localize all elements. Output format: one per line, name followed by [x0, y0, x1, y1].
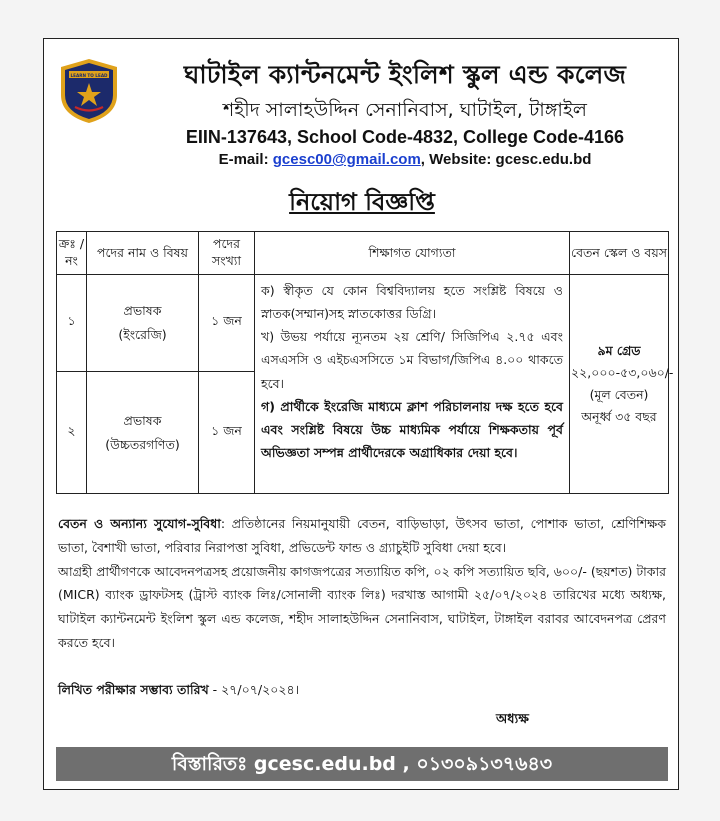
contact-line	[130, 151, 680, 168]
col-header-pay-age: বেতন স্কেল ও বয়স	[570, 232, 669, 275]
table-row	[57, 275, 669, 372]
post-subject: (ইংরেজি)	[118, 327, 167, 342]
exam-date: - ২৭/০৭/২০২৪।	[208, 682, 300, 697]
age-limit: অনূর্ধ্ব ৩৫ বছর	[581, 408, 657, 424]
institution-codes: EIIN-137643, School Code-4832, College Code-4166	[185, 127, 625, 147]
pay-age-cell	[570, 275, 674, 494]
qualification-cell	[255, 275, 570, 494]
website-label: , Website: gcesc.edu.bd	[420, 151, 592, 168]
row-serial: ২	[57, 372, 87, 494]
details-section	[58, 512, 666, 655]
benefits-text: : প্রতিষ্ঠানের নিয়মানুযায়ী বেতন, বাড়িভাড়া, উৎসব ভাতা, পোশাক ভাতা, শ্রেণিশিক্ষক ভাতা, বৈশাখী ভাতা, পরিবার নিরাপত্তা সুবিধা, প্রভিডেন্ট ফান্ড ও গ্র্যাচুইটি সুবিধা দেয়া হবে।	[58, 516, 667, 555]
row-post	[87, 275, 199, 372]
vacancy-table	[56, 231, 674, 494]
notice-title: নিয়োগ বিজ্ঞপ্তি	[289, 188, 435, 216]
qualification-b: খ) উভয় পর্যায়ে ন্যূনতম ২য় শ্রেণি/ সিজিপিএ ২.৭৫ এবং এসএসসি ও এইচএসসিতে ১ম বিভাগ/জিপিএ ৪.০০ থাকতে হবে।	[261, 329, 563, 391]
post-subject: (উচ্চতরগণিত)	[105, 436, 180, 452]
email-link[interactable]: gcesc00@gmail.com	[272, 151, 421, 168]
college-address: শহীদ সালাহউদ্দিন সেনানিবাস, ঘাটাইল, টাঙ্গাইল	[223, 99, 587, 121]
row-serial: ১	[57, 275, 87, 372]
email-label: E-mail:	[218, 151, 273, 168]
pay-grade: ৯ম গ্রেড	[597, 343, 641, 359]
pay-range: ২২,০০০-৫৩,০৬০/-	[571, 365, 674, 381]
application-paragraph: আগ্রহী প্রার্থীগণকে আবেদনপত্রসহ প্রয়োজনীয় কাগজপত্রের সত্যায়িত কপি, ০২ কপি সত্যায়িত ছবি, ৬০০/- (ছয়শত) টাকার (MICR) ব্যাংক ড্রাফটসহ (ট্রাস্ট ব্যাংক লিঃ/সোনালী ব্যাংক লিঃ) দরখাস্ত আগামী ২৫/০৭/২০২৪ তারিখের মধ্যে অধ্যক্ষ, ঘাটাইল ক্যান্টনমেন্ট ইংলিশ স্কুল এন্ড কলেজ, শহীদ সালাহউদ্দিন সেনানিবাস, ঘাটাইল, টাঙ্গাইল বরাবর আবেদনপত্র প্রেরণ করতে হবে।	[58, 563, 666, 650]
qualification-c: গ) প্রার্থীকে ইংরেজি মাধ্যমে ক্লাশ পরিচালনায় দক্ষ হতে হবে এবং সংশ্লিষ্ট বিষয়ে উচ্চ মাধ্যমিক পর্যায়ে শিক্ষকতায় পূর্ব অভিজ্ঞতা সম্পন্ন প্রার্থীদেরকে অগ্রাধিকার দেয়া হবে।	[261, 398, 563, 460]
benefits-label: বেতন ও অন্যান্য সুযোগ-সুবিধা	[58, 516, 221, 531]
benefits-paragraph	[58, 512, 666, 560]
principal-signature: অধ্যক্ষ	[496, 712, 529, 727]
row-post	[87, 372, 199, 494]
row-count: ১ জন	[199, 275, 255, 372]
svg-text:LEARN TO LEAD: LEARN TO LEAD	[70, 72, 108, 78]
college-logo	[58, 57, 120, 125]
qualification-a: ক) স্বীকৃত যে কোন বিশ্ববিদ্যালয় হতে সংশ্লিষ্ট বিষয়ে ও স্নাতক(সম্মান)সহ স্নাতকোত্তর ডিগ্রি।	[261, 283, 563, 322]
pay-note: (মূল বেতন)	[589, 387, 649, 402]
post-name: প্রভাষক	[123, 303, 162, 319]
row-count: ১ জন	[199, 372, 255, 494]
exam-label: লিখিত পরীক্ষার সম্ভাব্য তারিখ	[58, 682, 209, 697]
col-header-serial: ক্রঃ /নং	[57, 232, 87, 275]
col-header-qualification: শিক্ষাগত যোগ্যতা	[255, 232, 570, 275]
college-name: ঘাটাইল ক্যান্টনমেন্ট ইংলিশ স্কুল এন্ড কলেজ	[183, 60, 627, 89]
col-header-post: পদের নাম ও বিষয়	[87, 232, 199, 275]
table-header-row	[57, 232, 669, 275]
post-name: প্রভাষক	[123, 412, 162, 428]
footer-banner: বিস্তারিতঃ gcesc.edu.bd , ০১৩০৯১৩৭৬৪৩	[56, 747, 668, 781]
exam-date-line	[58, 682, 299, 702]
col-header-count: পদের সংখ্যা	[199, 232, 255, 275]
notice-page	[43, 38, 679, 790]
